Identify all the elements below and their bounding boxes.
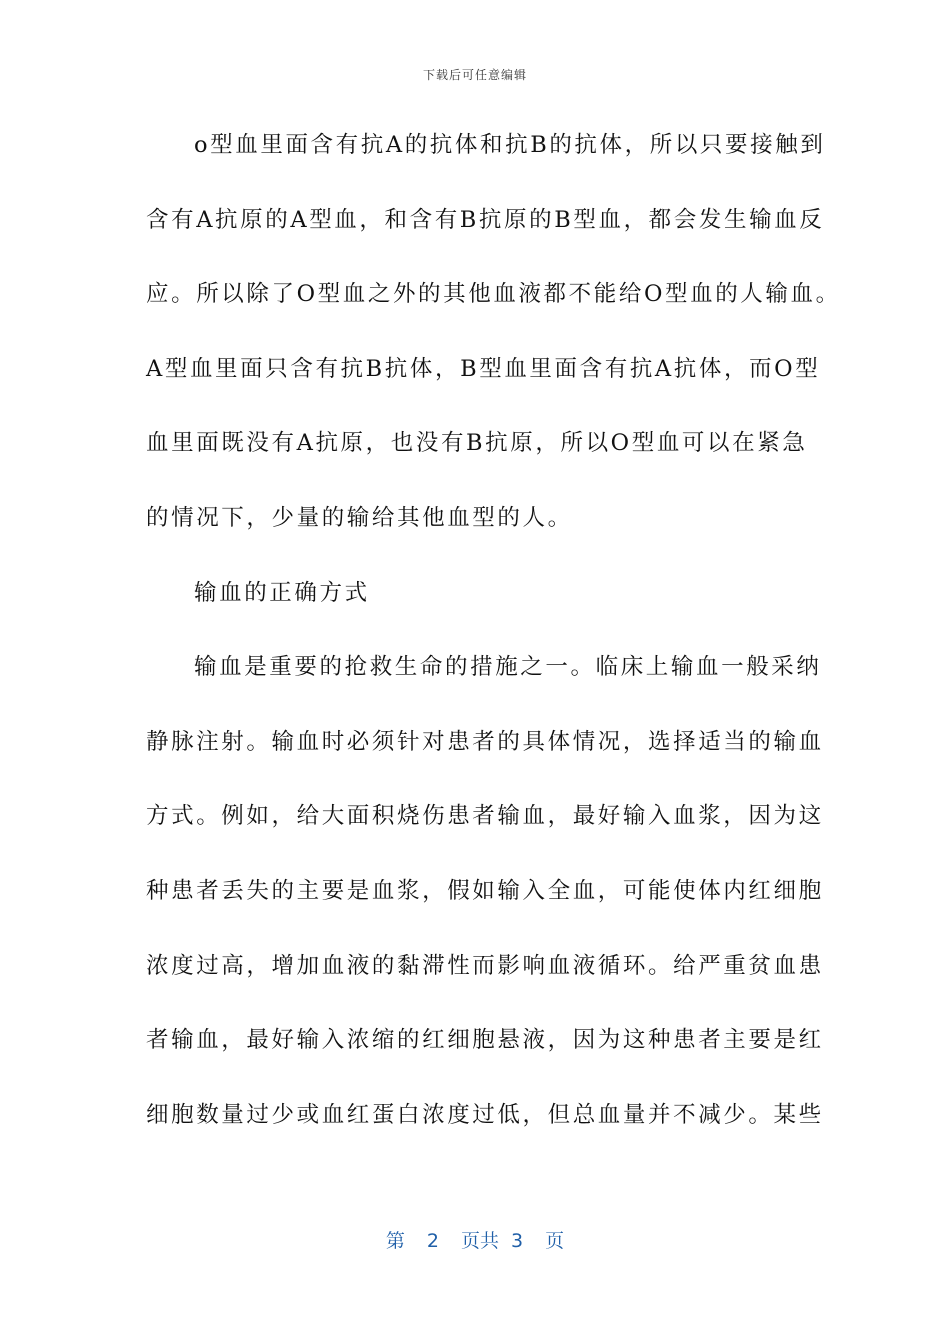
body-line: o型血里面含有抗A的抗体和抗B的抗体，所以只要接触到 xyxy=(194,132,826,158)
total-pages: 3 xyxy=(511,1230,524,1252)
body-line: 细胞数量过少或血红蛋白浓度过低，但总血量并不减少。某些 xyxy=(146,1101,824,1128)
page-label-middle: 页共 xyxy=(460,1230,499,1252)
body-line: 血里面既没有A抗原，也没有B抗原，所以O型血可以在紧急 xyxy=(146,430,808,457)
section-heading: 输血的正确方式 xyxy=(194,579,370,606)
body-line: 的情况下，少量的输给其他血型的人。 xyxy=(146,504,573,531)
page-number: 2 xyxy=(426,1230,439,1252)
body-line: 输血是重要的抢救生命的措施之一。临床上输血一般采纳 xyxy=(194,654,822,681)
body-line: 方式。例如，给大面积烧伤患者输血，最好输入血浆，因为这 xyxy=(146,803,824,830)
page-label-prefix: 第 xyxy=(385,1230,405,1252)
body-line: 应。所以除了O型血之外的其他血液都不能给O型血的人输血。 xyxy=(146,281,841,308)
page-header-note: 下载后可任意编辑 xyxy=(422,68,527,82)
page-label-suffix: 页 xyxy=(545,1230,565,1252)
body-line: A型血里面只含有抗B抗体，B型血里面含有抗A抗体，而O型 xyxy=(146,355,821,382)
body-line: 浓度过高，增加血液的黏滞性而影响血液循环。给严重贫血患 xyxy=(146,952,824,979)
body-line: 者输血，最好输入浓缩的红细胞悬液，因为这种患者主要是红 xyxy=(146,1027,824,1054)
body-line: 含有A抗原的A型血，和含有B抗原的B型血，都会发生输血反 xyxy=(146,206,825,233)
body-line: 种患者丢失的主要是血浆，假如输入全血，可能使体内红细胞 xyxy=(146,877,824,904)
document-body xyxy=(146,122,841,1166)
page-footer xyxy=(0,1226,950,1253)
body-line: 静脉注射。输血时必须针对患者的具体情况，选择适当的输血 xyxy=(146,728,824,755)
